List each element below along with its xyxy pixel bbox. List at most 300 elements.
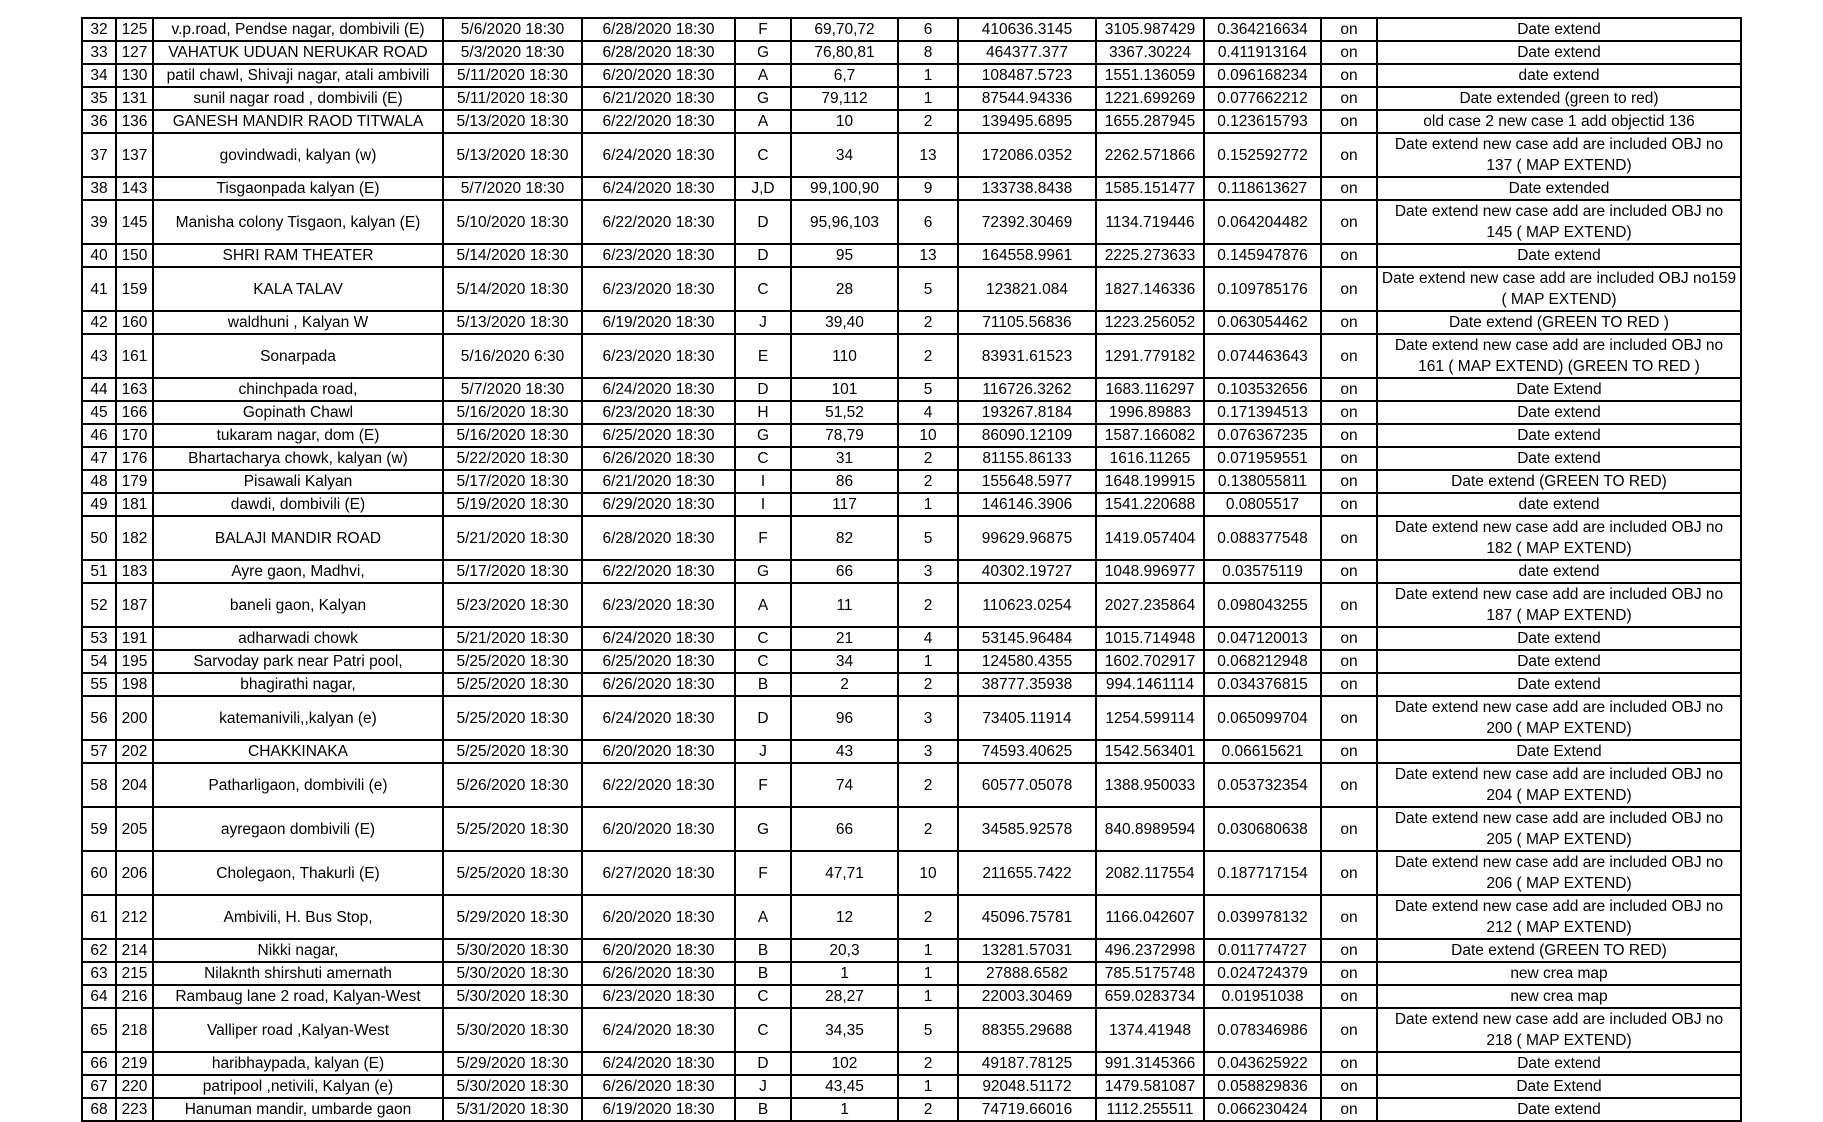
serial-number-cell: 64 bbox=[82, 985, 116, 1008]
location-cell: patil chawl, Shivaji nagar, atali ambivili bbox=[153, 64, 443, 87]
case-ids-cell: 66 bbox=[791, 807, 898, 851]
location-cell: Hanuman mandir, umbarde gaon bbox=[153, 1098, 443, 1121]
start-date-cell: 5/13/2020 18:30 bbox=[443, 133, 582, 177]
remark-cell: Date extend bbox=[1377, 1052, 1741, 1075]
end-date-cell: 6/25/2020 18:30 bbox=[582, 424, 735, 447]
ward-cell: F bbox=[735, 18, 791, 41]
case-ids-cell: 96 bbox=[791, 696, 898, 740]
object-id-cell: 150 bbox=[116, 244, 153, 267]
status-cell: on bbox=[1321, 985, 1377, 1008]
end-date-cell: 6/23/2020 18:30 bbox=[582, 244, 735, 267]
case-ids-cell: 10 bbox=[791, 110, 898, 133]
start-date-cell: 5/23/2020 18:30 bbox=[443, 583, 582, 627]
location-cell: govindwadi, kalyan (w) bbox=[153, 133, 443, 177]
status-cell: on bbox=[1321, 447, 1377, 470]
area-cell: 139495.6895 bbox=[958, 110, 1096, 133]
area-cell: 60577.05078 bbox=[958, 763, 1096, 807]
object-id-cell: 170 bbox=[116, 424, 153, 447]
ward-cell: G bbox=[735, 424, 791, 447]
case-ids-cell: 20,3 bbox=[791, 939, 898, 962]
case-count-cell: 3 bbox=[898, 696, 958, 740]
ward-cell: G bbox=[735, 87, 791, 110]
case-ids-cell: 76,80,81 bbox=[791, 41, 898, 64]
area-sqkm-cell: 0.088377548 bbox=[1204, 516, 1321, 560]
serial-number-cell: 35 bbox=[82, 87, 116, 110]
case-count-cell: 10 bbox=[898, 851, 958, 895]
case-ids-cell: 39,40 bbox=[791, 311, 898, 334]
case-count-cell: 1 bbox=[898, 962, 958, 985]
case-count-cell: 10 bbox=[898, 424, 958, 447]
case-ids-cell: 95,96,103 bbox=[791, 200, 898, 244]
remark-cell: Date Extend bbox=[1377, 740, 1741, 763]
serial-number-cell: 48 bbox=[82, 470, 116, 493]
area-sqkm-cell: 0.077662212 bbox=[1204, 87, 1321, 110]
table-row bbox=[82, 763, 1741, 807]
perimeter-cell: 3105.987429 bbox=[1096, 18, 1204, 41]
serial-number-cell: 43 bbox=[82, 334, 116, 378]
case-count-cell: 9 bbox=[898, 177, 958, 200]
area-cell: 193267.8184 bbox=[958, 401, 1096, 424]
case-count-cell: 1 bbox=[898, 650, 958, 673]
start-date-cell: 5/11/2020 18:30 bbox=[443, 87, 582, 110]
end-date-cell: 6/20/2020 18:30 bbox=[582, 740, 735, 763]
table-row bbox=[82, 493, 1741, 516]
ward-cell: D bbox=[735, 244, 791, 267]
case-count-cell: 1 bbox=[898, 493, 958, 516]
ward-cell: D bbox=[735, 378, 791, 401]
status-cell: on bbox=[1321, 1098, 1377, 1121]
remark-cell: Date extend new case add are included OBJ no 182 ( MAP EXTEND) bbox=[1377, 516, 1741, 560]
case-count-cell: 3 bbox=[898, 740, 958, 763]
area-cell: 74719.66016 bbox=[958, 1098, 1096, 1121]
end-date-cell: 6/20/2020 18:30 bbox=[582, 939, 735, 962]
status-cell: on bbox=[1321, 177, 1377, 200]
case-count-cell: 3 bbox=[898, 560, 958, 583]
remark-cell: Date extend new case add are included OBJ no 205 ( MAP EXTEND) bbox=[1377, 807, 1741, 851]
table-row bbox=[82, 1052, 1741, 1075]
perimeter-cell: 3367.30224 bbox=[1096, 41, 1204, 64]
perimeter-cell: 1291.779182 bbox=[1096, 334, 1204, 378]
area-sqkm-cell: 0.145947876 bbox=[1204, 244, 1321, 267]
area-cell: 116726.3262 bbox=[958, 378, 1096, 401]
location-cell: baneli gaon, Kalyan bbox=[153, 583, 443, 627]
end-date-cell: 6/24/2020 18:30 bbox=[582, 627, 735, 650]
remark-cell: new crea map bbox=[1377, 985, 1741, 1008]
area-cell: 40302.19727 bbox=[958, 560, 1096, 583]
table-row bbox=[82, 470, 1741, 493]
end-date-cell: 6/24/2020 18:30 bbox=[582, 696, 735, 740]
case-count-cell: 5 bbox=[898, 267, 958, 311]
ward-cell: D bbox=[735, 200, 791, 244]
location-cell: bhagirathi nagar, bbox=[153, 673, 443, 696]
status-cell: on bbox=[1321, 133, 1377, 177]
remark-cell: Date Extend bbox=[1377, 1075, 1741, 1098]
case-count-cell: 1 bbox=[898, 1075, 958, 1098]
status-cell: on bbox=[1321, 1008, 1377, 1052]
object-id-cell: 163 bbox=[116, 378, 153, 401]
object-id-cell: 220 bbox=[116, 1075, 153, 1098]
location-cell: GANESH MANDIR RAOD TITWALA bbox=[153, 110, 443, 133]
end-date-cell: 6/24/2020 18:30 bbox=[582, 133, 735, 177]
case-ids-cell: 21 bbox=[791, 627, 898, 650]
location-cell: ayregaon dombivili (E) bbox=[153, 807, 443, 851]
case-ids-cell: 1 bbox=[791, 962, 898, 985]
case-ids-cell: 43,45 bbox=[791, 1075, 898, 1098]
status-cell: on bbox=[1321, 41, 1377, 64]
perimeter-cell: 659.0283734 bbox=[1096, 985, 1204, 1008]
table-row bbox=[82, 962, 1741, 985]
serial-number-cell: 63 bbox=[82, 962, 116, 985]
area-cell: 172086.0352 bbox=[958, 133, 1096, 177]
perimeter-cell: 840.8989594 bbox=[1096, 807, 1204, 851]
object-id-cell: 212 bbox=[116, 895, 153, 939]
remark-cell: Date extend new case add are included OBJ no 200 ( MAP EXTEND) bbox=[1377, 696, 1741, 740]
remark-cell: Date extend new case add are included OBJ no 161 ( MAP EXTEND) (GREEN TO RED ) bbox=[1377, 334, 1741, 378]
area-sqkm-cell: 0.06615621 bbox=[1204, 740, 1321, 763]
remark-cell: Date extended bbox=[1377, 177, 1741, 200]
object-id-cell: 198 bbox=[116, 673, 153, 696]
remark-cell: new crea map bbox=[1377, 962, 1741, 985]
ward-cell: A bbox=[735, 895, 791, 939]
status-cell: on bbox=[1321, 560, 1377, 583]
perimeter-cell: 1587.166082 bbox=[1096, 424, 1204, 447]
area-sqkm-cell: 0.043625922 bbox=[1204, 1052, 1321, 1075]
object-id-cell: 161 bbox=[116, 334, 153, 378]
start-date-cell: 5/14/2020 18:30 bbox=[443, 267, 582, 311]
perimeter-cell: 1541.220688 bbox=[1096, 493, 1204, 516]
serial-number-cell: 53 bbox=[82, 627, 116, 650]
end-date-cell: 6/22/2020 18:30 bbox=[582, 560, 735, 583]
area-sqkm-cell: 0.123615793 bbox=[1204, 110, 1321, 133]
ward-cell: J bbox=[735, 1075, 791, 1098]
ward-cell: B bbox=[735, 673, 791, 696]
remark-cell: Date extend new case add are included OBJ no 218 ( MAP EXTEND) bbox=[1377, 1008, 1741, 1052]
case-ids-cell: 6,7 bbox=[791, 64, 898, 87]
perimeter-cell: 496.2372998 bbox=[1096, 939, 1204, 962]
object-id-cell: 143 bbox=[116, 177, 153, 200]
serial-number-cell: 52 bbox=[82, 583, 116, 627]
containment-zone-table bbox=[81, 17, 1742, 1122]
area-cell: 49187.78125 bbox=[958, 1052, 1096, 1075]
area-sqkm-cell: 0.047120013 bbox=[1204, 627, 1321, 650]
table-row bbox=[82, 673, 1741, 696]
area-cell: 27888.6582 bbox=[958, 962, 1096, 985]
case-ids-cell: 74 bbox=[791, 763, 898, 807]
area-sqkm-cell: 0.034376815 bbox=[1204, 673, 1321, 696]
serial-number-cell: 66 bbox=[82, 1052, 116, 1075]
case-count-cell: 8 bbox=[898, 41, 958, 64]
object-id-cell: 179 bbox=[116, 470, 153, 493]
status-cell: on bbox=[1321, 763, 1377, 807]
status-cell: on bbox=[1321, 401, 1377, 424]
ward-cell: J,D bbox=[735, 177, 791, 200]
perimeter-cell: 2262.571866 bbox=[1096, 133, 1204, 177]
start-date-cell: 5/29/2020 18:30 bbox=[443, 895, 582, 939]
object-id-cell: 182 bbox=[116, 516, 153, 560]
end-date-cell: 6/27/2020 18:30 bbox=[582, 851, 735, 895]
status-cell: on bbox=[1321, 1075, 1377, 1098]
object-id-cell: 137 bbox=[116, 133, 153, 177]
perimeter-cell: 1616.11265 bbox=[1096, 447, 1204, 470]
serial-number-cell: 51 bbox=[82, 560, 116, 583]
area-cell: 464377.377 bbox=[958, 41, 1096, 64]
table-row bbox=[82, 311, 1741, 334]
serial-number-cell: 61 bbox=[82, 895, 116, 939]
perimeter-cell: 2082.117554 bbox=[1096, 851, 1204, 895]
case-ids-cell: 47,71 bbox=[791, 851, 898, 895]
case-count-cell: 2 bbox=[898, 895, 958, 939]
start-date-cell: 5/16/2020 18:30 bbox=[443, 424, 582, 447]
perimeter-cell: 1134.719446 bbox=[1096, 200, 1204, 244]
start-date-cell: 5/6/2020 18:30 bbox=[443, 18, 582, 41]
case-count-cell: 2 bbox=[898, 110, 958, 133]
area-cell: 73405.11914 bbox=[958, 696, 1096, 740]
remark-cell: Date extend new case add are included OBJ no 204 ( MAP EXTEND) bbox=[1377, 763, 1741, 807]
table-row bbox=[82, 627, 1741, 650]
location-cell: Bhartacharya chowk, kalyan (w) bbox=[153, 447, 443, 470]
start-date-cell: 5/25/2020 18:30 bbox=[443, 807, 582, 851]
location-cell: Sarvoday park near Patri pool, bbox=[153, 650, 443, 673]
area-sqkm-cell: 0.064204482 bbox=[1204, 200, 1321, 244]
perimeter-cell: 1374.41948 bbox=[1096, 1008, 1204, 1052]
area-sqkm-cell: 0.103532656 bbox=[1204, 378, 1321, 401]
area-cell: 71105.56836 bbox=[958, 311, 1096, 334]
area-sqkm-cell: 0.03575119 bbox=[1204, 560, 1321, 583]
object-id-cell: 216 bbox=[116, 985, 153, 1008]
start-date-cell: 5/16/2020 6:30 bbox=[443, 334, 582, 378]
object-id-cell: 125 bbox=[116, 18, 153, 41]
start-date-cell: 5/30/2020 18:30 bbox=[443, 985, 582, 1008]
remark-cell: date extend bbox=[1377, 493, 1741, 516]
serial-number-cell: 38 bbox=[82, 177, 116, 200]
ward-cell: E bbox=[735, 334, 791, 378]
area-sqkm-cell: 0.011774727 bbox=[1204, 939, 1321, 962]
remark-cell: Date extended (green to red) bbox=[1377, 87, 1741, 110]
table-row bbox=[82, 378, 1741, 401]
case-ids-cell: 95 bbox=[791, 244, 898, 267]
object-id-cell: 218 bbox=[116, 1008, 153, 1052]
start-date-cell: 5/13/2020 18:30 bbox=[443, 110, 582, 133]
perimeter-cell: 1254.599114 bbox=[1096, 696, 1204, 740]
end-date-cell: 6/24/2020 18:30 bbox=[582, 1052, 735, 1075]
serial-number-cell: 47 bbox=[82, 447, 116, 470]
serial-number-cell: 50 bbox=[82, 516, 116, 560]
remark-cell: Date Extend bbox=[1377, 378, 1741, 401]
location-cell: CHAKKINAKA bbox=[153, 740, 443, 763]
area-cell: 211655.7422 bbox=[958, 851, 1096, 895]
table-row bbox=[82, 650, 1741, 673]
case-ids-cell: 79,112 bbox=[791, 87, 898, 110]
case-ids-cell: 34 bbox=[791, 133, 898, 177]
start-date-cell: 5/30/2020 18:30 bbox=[443, 939, 582, 962]
status-cell: on bbox=[1321, 673, 1377, 696]
object-id-cell: 127 bbox=[116, 41, 153, 64]
ward-cell: B bbox=[735, 962, 791, 985]
case-ids-cell: 1 bbox=[791, 1098, 898, 1121]
start-date-cell: 5/30/2020 18:30 bbox=[443, 1075, 582, 1098]
end-date-cell: 6/22/2020 18:30 bbox=[582, 200, 735, 244]
case-count-cell: 1 bbox=[898, 87, 958, 110]
case-ids-cell: 101 bbox=[791, 378, 898, 401]
start-date-cell: 5/3/2020 18:30 bbox=[443, 41, 582, 64]
table-row bbox=[82, 133, 1741, 177]
serial-number-cell: 57 bbox=[82, 740, 116, 763]
end-date-cell: 6/22/2020 18:30 bbox=[582, 110, 735, 133]
area-sqkm-cell: 0.058829836 bbox=[1204, 1075, 1321, 1098]
table-row bbox=[82, 1098, 1741, 1121]
end-date-cell: 6/26/2020 18:30 bbox=[582, 447, 735, 470]
case-count-cell: 4 bbox=[898, 627, 958, 650]
end-date-cell: 6/20/2020 18:30 bbox=[582, 807, 735, 851]
area-sqkm-cell: 0.171394513 bbox=[1204, 401, 1321, 424]
end-date-cell: 6/19/2020 18:30 bbox=[582, 311, 735, 334]
status-cell: on bbox=[1321, 895, 1377, 939]
serial-number-cell: 40 bbox=[82, 244, 116, 267]
case-ids-cell: 102 bbox=[791, 1052, 898, 1075]
case-ids-cell: 86 bbox=[791, 470, 898, 493]
ward-cell: F bbox=[735, 763, 791, 807]
object-id-cell: 219 bbox=[116, 1052, 153, 1075]
table-row bbox=[82, 1008, 1741, 1052]
ward-cell: A bbox=[735, 583, 791, 627]
serial-number-cell: 54 bbox=[82, 650, 116, 673]
status-cell: on bbox=[1321, 516, 1377, 560]
remark-cell: Date extend new case add are included OBJ no 212 ( MAP EXTEND) bbox=[1377, 895, 1741, 939]
end-date-cell: 6/21/2020 18:30 bbox=[582, 470, 735, 493]
status-cell: on bbox=[1321, 244, 1377, 267]
ward-cell: I bbox=[735, 470, 791, 493]
remark-cell: Date extend new case add are included OBJ no 145 ( MAP EXTEND) bbox=[1377, 200, 1741, 244]
location-cell: Nikki nagar, bbox=[153, 939, 443, 962]
location-cell: sunil nagar road , dombivili (E) bbox=[153, 87, 443, 110]
location-cell: Nilaknth shirshuti amernath bbox=[153, 962, 443, 985]
remark-cell: Date extend new case add are included OBJ no 137 ( MAP EXTEND) bbox=[1377, 133, 1741, 177]
object-id-cell: 202 bbox=[116, 740, 153, 763]
area-sqkm-cell: 0.076367235 bbox=[1204, 424, 1321, 447]
object-id-cell: 159 bbox=[116, 267, 153, 311]
ward-cell: J bbox=[735, 311, 791, 334]
ward-cell: D bbox=[735, 1052, 791, 1075]
table-row bbox=[82, 64, 1741, 87]
area-cell: 86090.12109 bbox=[958, 424, 1096, 447]
area-cell: 164558.9961 bbox=[958, 244, 1096, 267]
perimeter-cell: 1551.136059 bbox=[1096, 64, 1204, 87]
perimeter-cell: 1223.256052 bbox=[1096, 311, 1204, 334]
area-cell: 81155.86133 bbox=[958, 447, 1096, 470]
ward-cell: G bbox=[735, 41, 791, 64]
case-count-cell: 2 bbox=[898, 447, 958, 470]
ward-cell: B bbox=[735, 939, 791, 962]
start-date-cell: 5/26/2020 18:30 bbox=[443, 763, 582, 807]
location-cell: chinchpada road, bbox=[153, 378, 443, 401]
start-date-cell: 5/19/2020 18:30 bbox=[443, 493, 582, 516]
serial-number-cell: 39 bbox=[82, 200, 116, 244]
object-id-cell: 195 bbox=[116, 650, 153, 673]
table-row bbox=[82, 177, 1741, 200]
start-date-cell: 5/21/2020 18:30 bbox=[443, 627, 582, 650]
ward-cell: C bbox=[735, 1008, 791, 1052]
status-cell: on bbox=[1321, 851, 1377, 895]
case-ids-cell: 69,70,72 bbox=[791, 18, 898, 41]
remark-cell: Date extend new case add are included OBJ no 206 ( MAP EXTEND) bbox=[1377, 851, 1741, 895]
case-ids-cell: 11 bbox=[791, 583, 898, 627]
area-sqkm-cell: 0.066230424 bbox=[1204, 1098, 1321, 1121]
case-count-cell: 5 bbox=[898, 378, 958, 401]
area-cell: 88355.29688 bbox=[958, 1008, 1096, 1052]
start-date-cell: 5/30/2020 18:30 bbox=[443, 962, 582, 985]
object-id-cell: 130 bbox=[116, 64, 153, 87]
end-date-cell: 6/22/2020 18:30 bbox=[582, 763, 735, 807]
area-sqkm-cell: 0.138055811 bbox=[1204, 470, 1321, 493]
perimeter-cell: 1542.563401 bbox=[1096, 740, 1204, 763]
table-row bbox=[82, 18, 1741, 41]
end-date-cell: 6/23/2020 18:30 bbox=[582, 267, 735, 311]
case-count-cell: 2 bbox=[898, 673, 958, 696]
object-id-cell: 181 bbox=[116, 493, 153, 516]
status-cell: on bbox=[1321, 493, 1377, 516]
ward-cell: A bbox=[735, 110, 791, 133]
area-sqkm-cell: 0.411913164 bbox=[1204, 41, 1321, 64]
perimeter-cell: 785.5175748 bbox=[1096, 962, 1204, 985]
case-ids-cell: 117 bbox=[791, 493, 898, 516]
location-cell: dawdi, dombivili (E) bbox=[153, 493, 443, 516]
serial-number-cell: 65 bbox=[82, 1008, 116, 1052]
serial-number-cell: 32 bbox=[82, 18, 116, 41]
perimeter-cell: 1585.151477 bbox=[1096, 177, 1204, 200]
case-count-cell: 2 bbox=[898, 1052, 958, 1075]
perimeter-cell: 1388.950033 bbox=[1096, 763, 1204, 807]
end-date-cell: 6/20/2020 18:30 bbox=[582, 64, 735, 87]
object-id-cell: 145 bbox=[116, 200, 153, 244]
case-count-cell: 4 bbox=[898, 401, 958, 424]
location-cell: waldhuni , Kalyan W bbox=[153, 311, 443, 334]
remark-cell: date extend bbox=[1377, 560, 1741, 583]
object-id-cell: 223 bbox=[116, 1098, 153, 1121]
area-cell: 410636.3145 bbox=[958, 18, 1096, 41]
case-count-cell: 6 bbox=[898, 200, 958, 244]
case-ids-cell: 2 bbox=[791, 673, 898, 696]
table-row bbox=[82, 985, 1741, 1008]
remark-cell: Date extend bbox=[1377, 41, 1741, 64]
ward-cell: B bbox=[735, 1098, 791, 1121]
area-cell: 87544.94336 bbox=[958, 87, 1096, 110]
location-cell: patripool ,netivili, Kalyan (e) bbox=[153, 1075, 443, 1098]
location-cell: SHRI RAM THEATER bbox=[153, 244, 443, 267]
perimeter-cell: 2225.273633 bbox=[1096, 244, 1204, 267]
location-cell: haribhaypada, kalyan (E) bbox=[153, 1052, 443, 1075]
status-cell: on bbox=[1321, 18, 1377, 41]
case-count-cell: 2 bbox=[898, 334, 958, 378]
end-date-cell: 6/28/2020 18:30 bbox=[582, 516, 735, 560]
location-cell: Gopinath Chawl bbox=[153, 401, 443, 424]
remark-cell: Date extend bbox=[1377, 447, 1741, 470]
perimeter-cell: 1015.714948 bbox=[1096, 627, 1204, 650]
case-count-cell: 1 bbox=[898, 985, 958, 1008]
case-ids-cell: 34 bbox=[791, 650, 898, 673]
remark-cell: Date extend new case add are included OBJ no159 ( MAP EXTEND) bbox=[1377, 267, 1741, 311]
case-count-cell: 2 bbox=[898, 763, 958, 807]
end-date-cell: 6/26/2020 18:30 bbox=[582, 1075, 735, 1098]
object-id-cell: 214 bbox=[116, 939, 153, 962]
object-id-cell: 176 bbox=[116, 447, 153, 470]
case-count-cell: 5 bbox=[898, 1008, 958, 1052]
area-sqkm-cell: 0.01951038 bbox=[1204, 985, 1321, 1008]
remark-cell: Date extend (GREEN TO RED) bbox=[1377, 939, 1741, 962]
end-date-cell: 6/19/2020 18:30 bbox=[582, 1098, 735, 1121]
case-count-cell: 6 bbox=[898, 18, 958, 41]
perimeter-cell: 1602.702917 bbox=[1096, 650, 1204, 673]
location-cell: Pisawali Kalyan bbox=[153, 470, 443, 493]
